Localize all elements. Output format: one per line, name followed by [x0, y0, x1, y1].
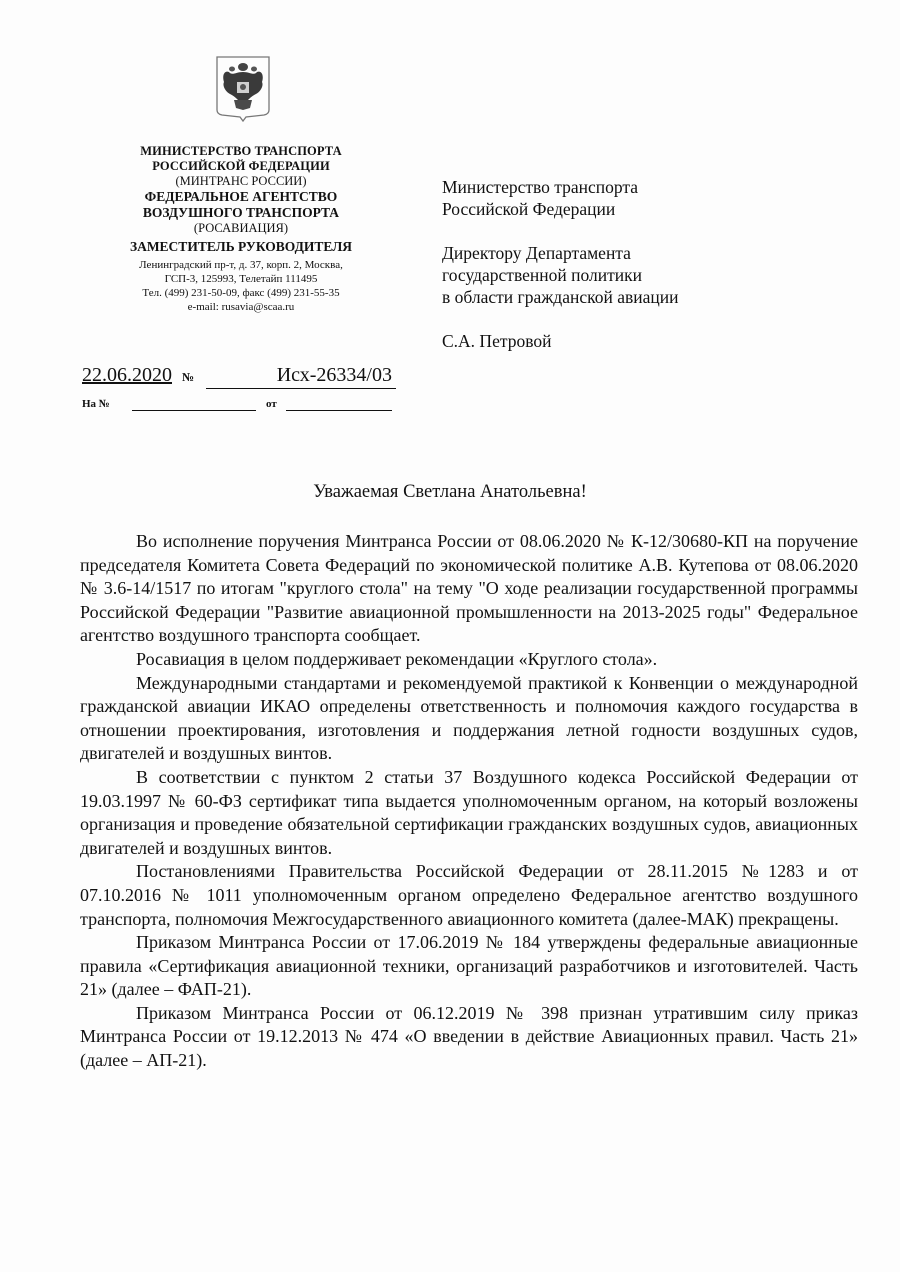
agency-short-name: (РОСАВИАЦИЯ)	[193, 221, 289, 235]
registration-date: 22.06.2020	[82, 364, 172, 386]
addressee-block	[442, 176, 802, 352]
addressee-title-line1: Директору Департамента	[442, 243, 631, 263]
address-line1: Ленинградский пр-т, д. 37, корп. 2, Москва,	[139, 259, 343, 271]
sender-block	[76, 144, 406, 314]
phone-fax-line: Тел. (499) 231-50-09, факс (499) 231-55-35	[142, 287, 340, 299]
reference-date-label: от	[266, 398, 277, 410]
ministry-short-name: (МИНТРАНС РОССИИ)	[175, 174, 307, 188]
addressee-name: С.А. Петровой	[442, 331, 552, 351]
reference-date-blank	[286, 410, 392, 411]
registration-line	[82, 364, 412, 392]
paragraph: Во исполнение поручения Минтранса России от 08.06.2020 № К-12/30680-КП на поручение председателя Комитета Совета Федераций по экономической политике А.В. Кутепова от 08.06.2020 № 3.6-14/1517 по итогам "круглого стола" на тему "О ходе реализации государственной программы Российской Федерации "Развитие авиационной промышленности на 2013-2025 годы" Федеральное агентство воздушного транспорта сообщает.	[80, 531, 858, 646]
paragraph: Приказом Минтранса России от 06.12.2019 № 398 признан утратившим силу приказ Минтранса России от 19.12.2013 № 474 «О введении в действие Авиационных правил. Часть 21» (далее – АП-21).	[80, 1002, 858, 1071]
ministry-name-line2: РОССИЙСКОЙ ФЕДЕРАЦИИ	[152, 159, 330, 173]
addressee-org-line1: Министерство транспорта	[442, 177, 639, 197]
addressee-title-line3: в области гражданской авиации	[442, 287, 679, 307]
reference-line	[82, 398, 412, 418]
paragraph: В соответствии с пунктом 2 статьи 37 Воздушного кодекса Российской Федерации от 19.03.1997 № 60-ФЗ сертификат типа выдается уполномоченным органом, на который возложены организация и проведение обязательной сертификации гражданских воздушных судов, авиационных двигателей и воздушных винтов.	[80, 766, 858, 858]
ministry-name-line1: МИНИСТЕРСТВО ТРАНСПОРТА	[140, 144, 342, 158]
agency-name-line2: ВОЗДУШНОГО ТРАНСПОРТА	[142, 205, 340, 220]
paragraph: Росавиация в целом поддерживает рекомендации «Круглого стола».	[136, 648, 658, 669]
agency-name-line1: ФЕДЕРАЛЬНОЕ АГЕНТСТВО	[144, 189, 338, 204]
paragraph: Международными стандартами и рекомендуемой практикой к Конвенции о международной гражданской авиации ИКАО определены ответственность и полномочия каждого государства в отношении проектирования, изготовления и поддержания летной годности воздушных судов, двигателей и воздушных винтов.	[80, 672, 858, 764]
russian-coat-of-arms-icon	[214, 54, 272, 124]
email-line: e-mail: rusavia@scaa.ru	[187, 301, 295, 313]
reference-number-blank	[132, 410, 256, 411]
address-line2: ГСП-3, 125993, Телетайп 111495	[164, 273, 318, 285]
paragraph: Постановлениями Правительства Российской Федерации от 28.11.2015 №1283 и от 07.10.2016 № 1011 уполномоченным органом определено Федеральное агентство воздушного транспорта, полномочия Межгосударственного авиационного комитета (далее-МАК) прекращены.	[80, 861, 858, 929]
paragraph: Приказом Минтранса России от 17.06.2019 № 184 утверждены федеральные авиационные правила «Сертификация авиационной техники, организаций разработчиков и изготовителей. Часть 21» (далее – ФАП-21).	[80, 932, 858, 1000]
sender-position: ЗАМЕСТИТЕЛЬ РУКОВОДИТЕЛЯ	[129, 239, 353, 254]
salutation: Уважаемая Светлана Анатольевна!	[313, 482, 587, 502]
letter-body	[80, 530, 858, 1073]
addressee-org-line2: Российской Федерации	[442, 199, 616, 219]
number-sign: №	[182, 370, 195, 384]
reference-number-label: На №	[82, 398, 110, 410]
addressee-title-line2: государственной политики	[442, 265, 642, 285]
registration-number: Исх-26334/03	[206, 364, 396, 389]
